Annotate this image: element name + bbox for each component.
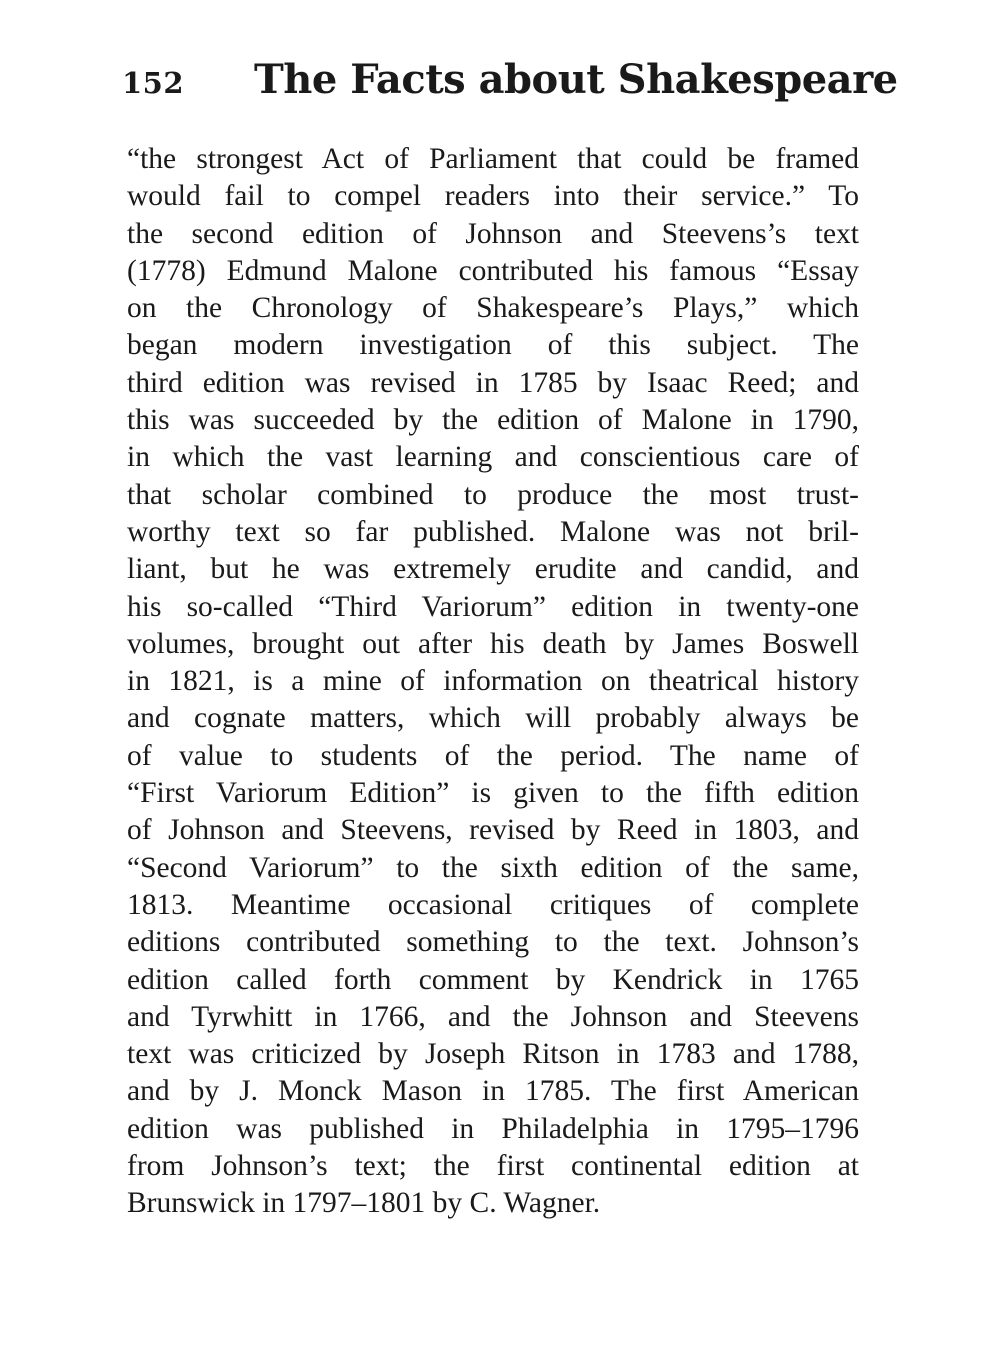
text-line: text was criticized by Joseph Ritson in 1783 and 1788, [127,1038,859,1071]
text-line: liant, but he was extremely erudite and candid, and [127,553,859,586]
text-line: third edition was revised in 1785 by Isaac Reed; and [127,366,859,399]
text-line: edition called forth comment by Kendrick in 1765 [127,963,859,996]
text-line: (1778) Edmund Malone contributed his famous “Essay [127,254,859,287]
text-line: from Johnson’s text; the first continental edition at [127,1150,859,1183]
text-line: this was succeeded by the edition of Malone in 1790, [127,404,859,437]
text-line: and Tyrwhitt in 1766, and the Johnson and Steevens [127,1000,859,1033]
text-line: in which the vast learning and conscientious care of [127,441,859,474]
running-title: The Facts about Shakespeare [254,56,898,103]
text-line: “First Variorum Edition” is given to the fifth edition [127,777,859,810]
text-line: the second edition of Johnson and Steevens’s text [127,217,859,250]
text-line: Brunswick in 1797–1801 by C. Wagner. [127,1187,601,1220]
text-line: began modern investigation of this subject. The [127,329,859,362]
body-paragraph [127,141,859,1223]
running-head [122,56,898,116]
text-line: and by J. Monck Mason in 1785. The first American [127,1075,859,1108]
text-line: worthy text so far published. Malone was not bril- [127,515,859,548]
text-line: that scholar combined to produce the most trust- [127,478,859,511]
text-line: his so-called “Third Variorum” edition in twenty-one [127,590,859,623]
page-number: 152 [122,66,185,100]
text-line: and cognate matters, which will probably always be [127,702,859,735]
text-line: on the Chronology of Shakespeare’s Plays,” which [127,292,859,325]
text-line: 1813. Meantime occasional critiques of complete [127,888,859,921]
text-line: editions contributed something to the text. Johnson’s [127,926,859,959]
text-line: of value to students of the period. The name of [127,739,859,772]
text-line: would fail to compel readers into their service.” To [127,180,859,213]
text-line: edition was published in Philadelphia in 1795–1796 [127,1112,859,1145]
text-line: volumes, brought out after his death by James Boswell [127,627,859,660]
text-line: in 1821, is a mine of information on theatrical history [127,665,859,698]
text-line: “Second Variorum” to the sixth edition of the same, [127,851,859,884]
text-line: “the strongest Act of Parliament that could be framed [127,143,859,175]
text-line: of Johnson and Steevens, revised by Reed in 1803, and [127,814,859,847]
